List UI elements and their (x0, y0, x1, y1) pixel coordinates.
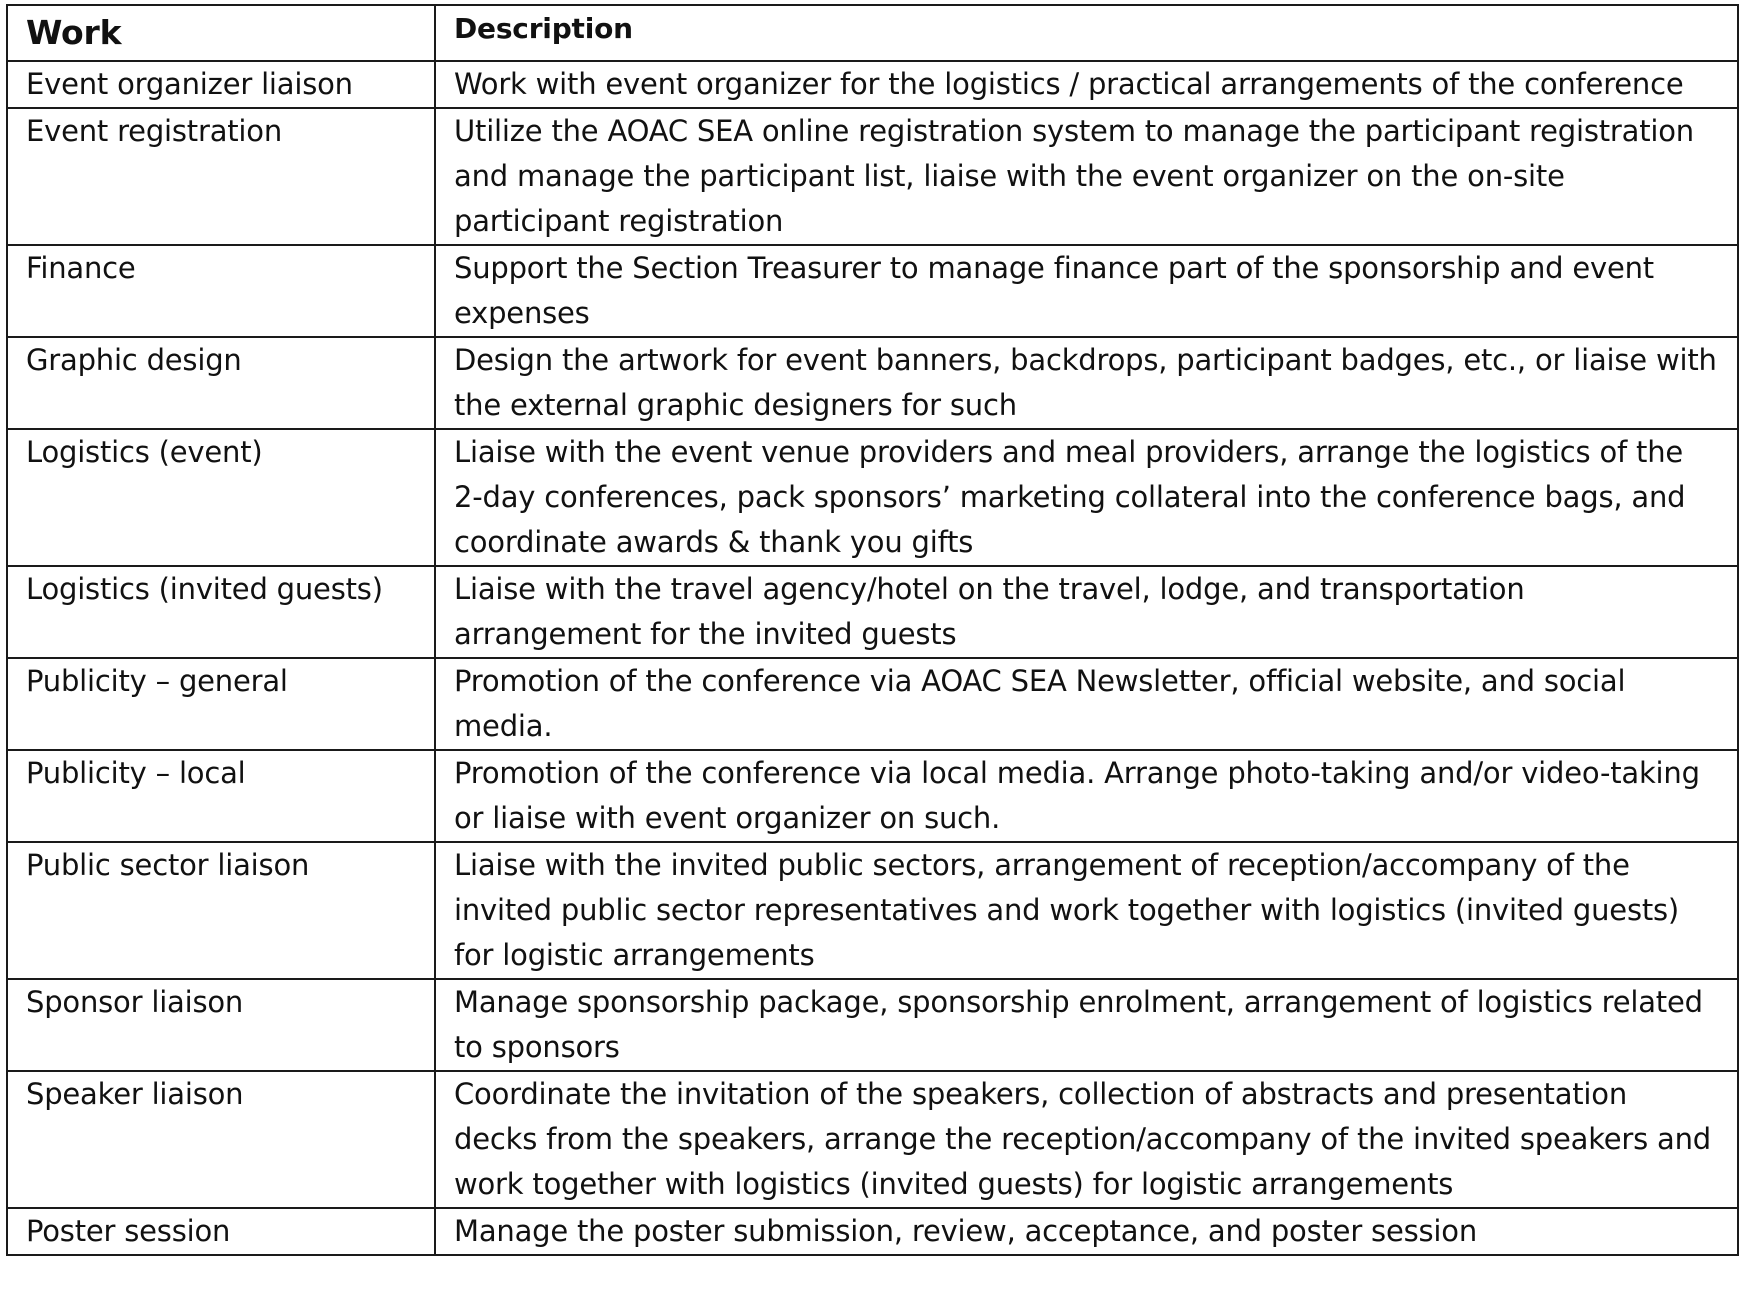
description-cell: Coordinate the invitation of the speakers, collection of abstracts and presentation decks from the speakers, arrange the reception/accompany of the invited speakers and work together with logistics (invited guests) for logistic arrangements (435, 1071, 1738, 1208)
table-row (7, 842, 1738, 979)
work-cell: Finance (7, 245, 435, 337)
table-row (7, 1071, 1738, 1208)
work-cell: Publicity – local (7, 750, 435, 842)
work-cell: Poster session (7, 1208, 435, 1255)
table-row (7, 979, 1738, 1071)
work-cell: Speaker liaison (7, 1071, 435, 1208)
work-cell: Graphic design (7, 337, 435, 429)
description-cell: Work with event organizer for the logistics / practical arrangements of the conference (435, 61, 1738, 108)
work-cell: Event registration (7, 108, 435, 245)
description-cell: Utilize the AOAC SEA online registration system to manage the participant registration and manage the participant list, liaise with the event organizer on the on-site participant registration (435, 108, 1738, 245)
description-cell: Support the Section Treasurer to manage finance part of the sponsorship and event expenses (435, 245, 1738, 337)
description-cell: Design the artwork for event banners, backdrops, participant badges, etc., or liaise with the external graphic designers for such (435, 337, 1738, 429)
work-cell: Sponsor liaison (7, 979, 435, 1071)
description-cell: Manage sponsorship package, sponsorship enrolment, arrangement of logistics related to sponsors (435, 979, 1738, 1071)
table-row (7, 750, 1738, 842)
header-work: Work (7, 5, 435, 61)
table-header-row (7, 5, 1738, 61)
work-cell: Public sector liaison (7, 842, 435, 979)
table-row (7, 658, 1738, 750)
description-cell: Manage the poster submission, review, acceptance, and poster session (435, 1208, 1738, 1255)
table-row (7, 1208, 1738, 1255)
work-cell: Publicity – general (7, 658, 435, 750)
table-row (7, 337, 1738, 429)
table-row (7, 108, 1738, 245)
table-row (7, 245, 1738, 337)
header-description: Description (435, 5, 1738, 61)
table-row (7, 429, 1738, 566)
work-description-table (6, 4, 1739, 1256)
table-row (7, 61, 1738, 108)
work-cell: Logistics (invited guests) (7, 566, 435, 658)
description-cell: Promotion of the conference via AOAC SEA Newsletter, official website, and social media. (435, 658, 1738, 750)
work-cell: Logistics (event) (7, 429, 435, 566)
description-cell: Liaise with the travel agency/hotel on the travel, lodge, and transportation arrangement for the invited guests (435, 566, 1738, 658)
description-cell: Liaise with the invited public sectors, arrangement of reception/accompany of the invited public sector representatives and work together with logistics (invited guests) for logistic arrangements (435, 842, 1738, 979)
description-cell: Promotion of the conference via local media. Arrange photo-taking and/or video-taking or liaise with event organizer on such. (435, 750, 1738, 842)
work-cell: Event organizer liaison (7, 61, 435, 108)
description-cell: Liaise with the event venue providers and meal providers, arrange the logistics of the 2-day conferences, pack sponsors’ marketing collateral into the conference bags, and coordinate awards & thank you gifts (435, 429, 1738, 566)
table-row (7, 566, 1738, 658)
